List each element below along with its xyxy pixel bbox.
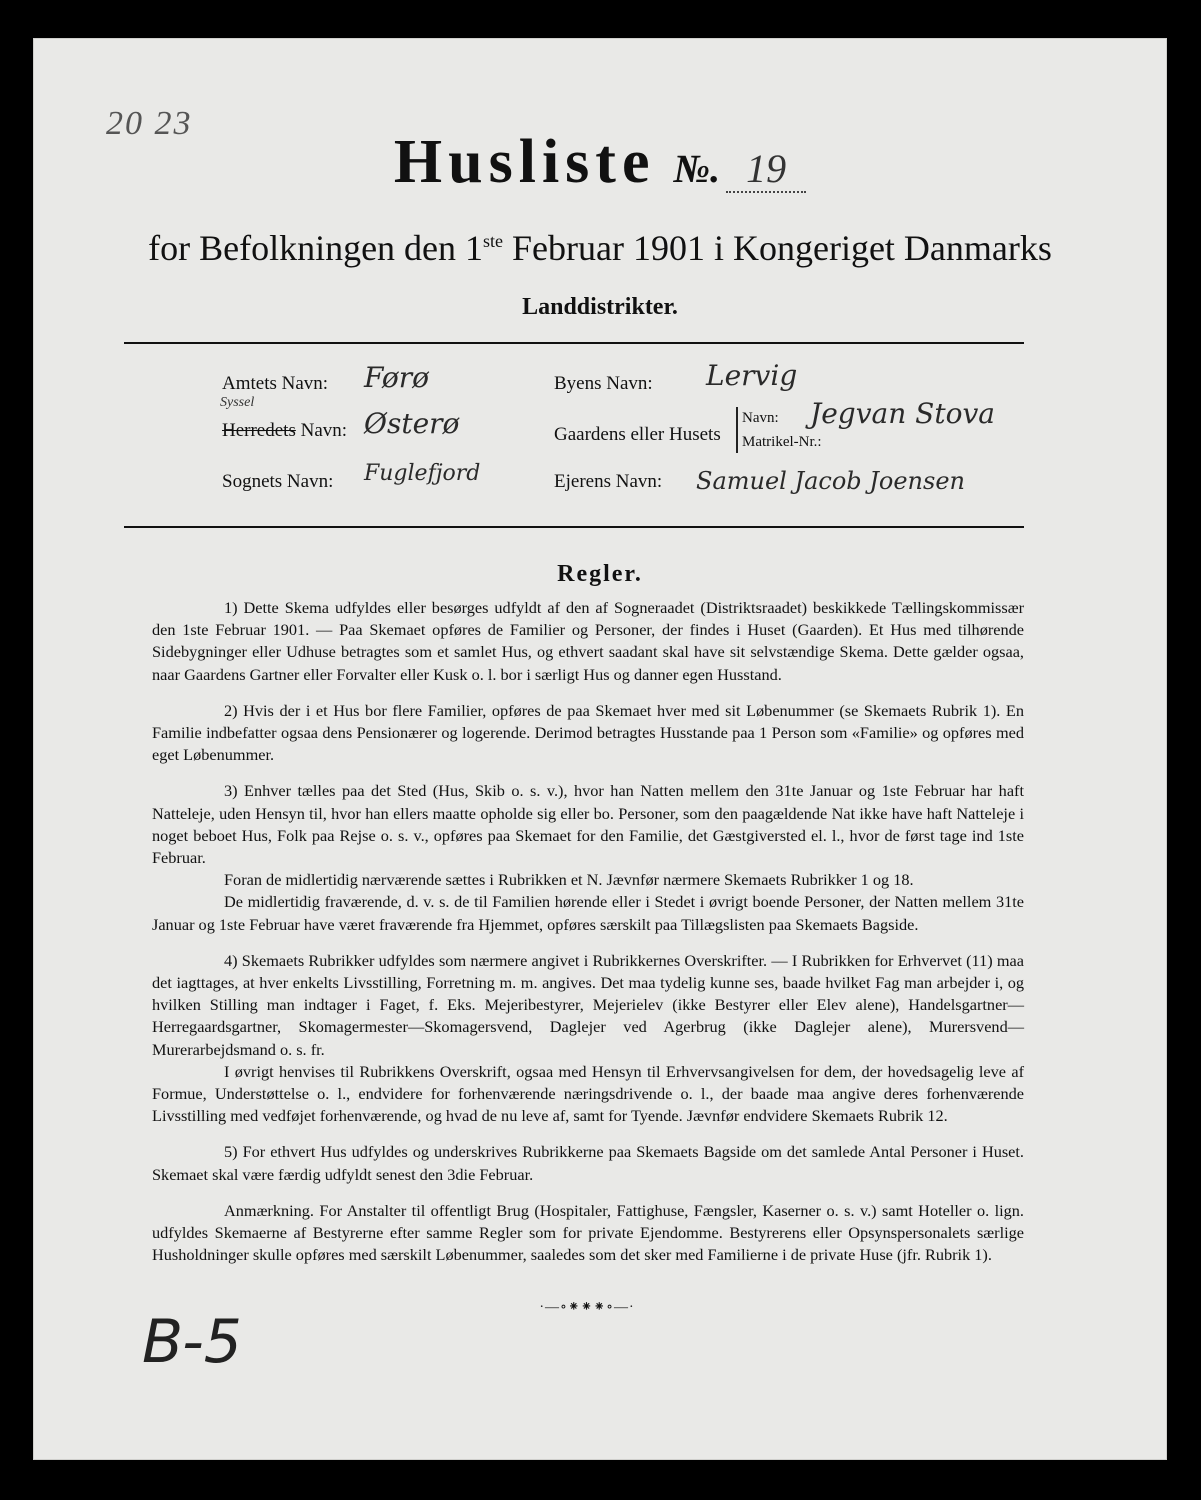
ornament-divider: ·—∘⁕⁕⁕∘—· xyxy=(539,1300,635,1315)
rule-4: 4) Skemaets Rubrikker udfyldes som nærmere angivet i Rubrikkernes Overskrifter. — I Rubrikken for Erhvervet (11) maa det iagttages, at hver enkelts Livsstilling, Forretning m. m. angives. Det maa tydelig kunne ses, baade hvilket Fag man arbejder i, og hvilken Stilling man indtager i Faget, f. Eks. Mejeribestyrer, Mejerielev (ikke Bestyrer eller Elev alene), Handelsgartner—Herregaardsgartner, Skomagermester—Skomagersvend, Daglejer ved Agerbrug (ikke Daglejer alene), Murersvend—Murerarbejdsmand o. s. fr. xyxy=(152,950,1024,1059)
bottom-handwritten-note: B-5 xyxy=(142,1307,242,1377)
gaard-bracket xyxy=(736,407,738,453)
herred-label xyxy=(222,420,347,442)
corner-numbers: 20 23 xyxy=(106,105,193,142)
rule-note: Anmærkning. For Anstalter til offentligt Brug (Hospitaler, Fattighuse, Fængsler, Kaserner o. s. v.) samt Hoteller o. lign. udfyldes Skemaerne af Bestyrerne efter samme Regler som for private Ejendomme. Bestyrerens eller Opsynspersonalets særlige Husholdninger skulle opføres med særskilt Løbenummer, saaledes som det sker med Familierne i de private Huse (jfr. Rubrik 1). xyxy=(152,1200,1024,1265)
gaard-label: Gaardens eller Husets xyxy=(554,424,721,445)
number-label: №. xyxy=(673,146,721,191)
by-value: Lervig xyxy=(706,359,798,392)
ejer-label: Ejerens Navn: xyxy=(554,471,663,492)
census-form-page xyxy=(33,38,1167,1460)
sogn-label: Sognets Navn: xyxy=(222,471,334,492)
navn-value: Jegvan Stova xyxy=(810,397,995,430)
rule-2: 2) Hvis der i et Hus bor flere Familier, opføres de paa Skemaet hver med sit Løbenummer (se Skemaets Rubrik 1). En Familie indbefatter ogsaa dens Pensionærer og logerende. Derimod betragtes Husstande paa 1 Person som «Familie» og opføres med eget Løbenummer. xyxy=(152,700,1024,765)
rule-5: 5) For ethvert Hus udfyldes og underskrives Rubrikkerne paa Skemaets Bagside om det samlede Antal Personer i Huset. Skemaet skal være færdig udfyldt senest den 3die Februar. xyxy=(152,1142,1024,1184)
herred-value: Østerø xyxy=(364,407,460,440)
fields-divider xyxy=(124,526,1024,528)
number-value: 19 xyxy=(726,146,806,193)
rule-4-cont: I øvrigt henvises til Rubrikkens Overskrift, ogsaa med Hensyn til Erhvervsangivelsen for dem, der hovedsagelig leve af Formue, Understøttelse o. l., endvidere for forhenværende næringsdrivende o. l., der baade maa angive deres forhenværende Livsstilling med vedføjet forhenværende, og hvad de nu leve af, samt for Tyende. Jævnfør endvidere Skemaets Rubrik 12. xyxy=(152,1061,1024,1126)
amt-label: Amtets Navn: xyxy=(222,373,329,394)
sogn-value: Fuglefjord xyxy=(364,461,481,486)
herred-label-struck: Herredets xyxy=(222,420,296,441)
rule-3: 3) Enhver tælles paa det Sted (Hus, Skib o. s. v.), hvor han Natten mellem den 31te Januar og 1ste Februar har haft Natteleje, uden Hensyn til, hvor han ellers maatte opholde sig eller bo. Personer, som den paagældende Nat ikke have haft Natteleje i noget beboet Hus, Folk paa Rejse o. s. v., opføres paa Skemaet for den Familie, det Gæstgiversted el. l., hvor de først tage ind 1ste Februar. xyxy=(152,781,1024,868)
amt-value: Førø xyxy=(364,361,429,394)
rules-title: Regler. xyxy=(557,561,643,587)
rule-1: 1) Dette Skema udfyldes eller besørges udfyldt af den af Sogneraadet (Distriktsraadet) beskikkede Tællingskommissær den 1ste Februar 1901. — Paa Skemaet opføres de Familier og Personer, der findes i Huset (Gaarden). Et Hus med tilhørende Sidebygninger eller Udhuse betragtes som et samlet Hus, og ethvert saadant skal have sit selvstændige Skema. Dette gælder ogsaa, naar Gaardens Gartner eller Forvalter eller Kusk o. l. bor i særligt Hus og danner egen Husstand. xyxy=(152,598,1024,684)
navn-label: Navn: xyxy=(742,410,779,426)
herred-label-text: Navn: xyxy=(295,420,348,441)
title-text: Husliste xyxy=(393,128,656,196)
subtitle-post: Februar 1901 i Kongeriget Danmarks xyxy=(503,228,1052,268)
form-subtitle xyxy=(34,227,1166,269)
matrikel-label: Matrikel-Nr.: xyxy=(742,434,822,450)
by-label: Byens Navn: xyxy=(554,373,653,394)
subtitle-pre: for Befolkningen den 1 xyxy=(148,228,484,268)
rule-3-cont-b: De midlertidig fraværende, d. v. s. de til Familien hørende eller i Stedet i øvrigt boende Personer, der Natten mellem 31te Januar og 1ste Februar have været fraværende fra Hjemmet, opføres særskilt paa Tillægslisten paa Skemaets Bagside. xyxy=(152,892,1024,934)
ejer-value: Samuel Jacob Joensen xyxy=(696,467,965,495)
rule-3-cont-a: Foran de midlertidig nærværende sættes i Rubrikken et N. Jævnfør nærmere Skemaets Rubrikker 1 og 18. xyxy=(224,870,914,890)
form-title xyxy=(34,127,1166,198)
herred-overwrite: Syssel xyxy=(220,395,255,410)
top-divider xyxy=(124,342,1024,344)
subtitle-sup: ste xyxy=(483,231,504,251)
district-type: Landdistrikter. xyxy=(522,294,678,320)
rules-body xyxy=(152,597,1024,1280)
